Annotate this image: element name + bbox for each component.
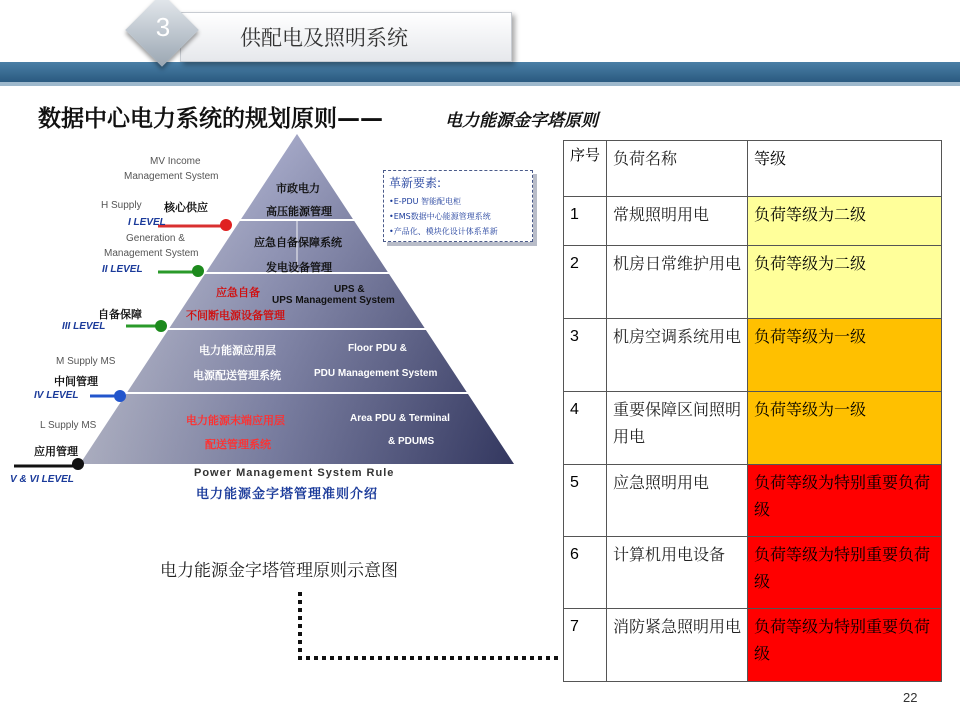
header-no: 序号 <box>564 141 607 197</box>
row-level: 负荷等级为特别重要负荷级 <box>748 537 942 609</box>
tier-1-top: 市政电力 <box>276 182 320 195</box>
core-supply-label: 核心供应 <box>164 201 208 214</box>
table-row <box>564 319 942 392</box>
table-row <box>564 465 942 537</box>
row-level: 负荷等级为二级 <box>748 246 942 319</box>
row-no: 2 <box>564 246 607 319</box>
row-level: 负荷等级为特别重要负荷级 <box>748 465 942 537</box>
tier-2-bottom: 发电设备管理 <box>266 261 332 274</box>
generation-label: Generation & <box>126 233 185 244</box>
tier-5-left-top: 电力能源末端应用层 <box>186 414 285 427</box>
row-name: 机房日常维护用电 <box>607 246 748 319</box>
dotted-connector <box>292 590 562 670</box>
tier-4-left-bottom: 电源配送管理系统 <box>193 369 281 382</box>
section-number: 3 <box>155 12 171 42</box>
level-1-marker <box>220 219 232 231</box>
tier-3-right-top: UPS & <box>334 284 365 295</box>
level-5-marker <box>72 458 84 470</box>
mv-management-label: Management System <box>124 171 219 182</box>
row-no: 3 <box>564 319 607 392</box>
table-row <box>564 537 942 609</box>
tier-3-left-top: 应急自备 <box>216 286 260 299</box>
row-name: 重要保障区间照明用电 <box>607 392 748 465</box>
tier-3-left-bottom: 不间断电源设备管理 <box>186 309 285 322</box>
level-1-label: I LEVEL <box>128 217 166 228</box>
header-band-accent <box>0 82 960 86</box>
tier-4-left-top: 电力能源应用层 <box>199 344 276 357</box>
legend-item: •E-PDU 智能配电柜 <box>389 197 462 206</box>
legend-item: •产品化、模块化设计体系革新 <box>389 227 498 236</box>
header-name: 负荷名称 <box>607 141 748 197</box>
level-3-marker <box>155 320 167 332</box>
level-2-label: II LEVEL <box>102 264 143 275</box>
row-name: 应急照明用电 <box>607 465 748 537</box>
level-4-label: IV LEVEL <box>34 390 79 401</box>
tier-5-right-bottom: & PDUMS <box>388 436 435 447</box>
level-3-label: III LEVEL <box>62 321 106 332</box>
row-level: 负荷等级为特别重要负荷级 <box>748 609 942 682</box>
row-no: 6 <box>564 537 607 609</box>
section-title: 供配电及照明系统 <box>240 26 408 50</box>
row-name: 常规照明用电 <box>607 197 748 246</box>
self-backup-label: 自备保障 <box>98 308 142 321</box>
pyramid-caption: 电力能源金字塔管理原则示意图 <box>160 561 398 581</box>
page-title: 数据中心电力系统的规划原则—— <box>38 106 383 132</box>
row-no: 4 <box>564 392 607 465</box>
mv-income-label: MV Income <box>150 156 201 167</box>
row-no: 1 <box>564 197 607 246</box>
legend-title: 革新要素: <box>389 176 442 190</box>
app-management-label: 应用管理 <box>34 445 78 458</box>
m-supply-label: M Supply MS <box>56 356 116 367</box>
row-name: 计算机用电设备 <box>607 537 748 609</box>
generation-management-label: Management System <box>104 248 199 259</box>
page-subtitle: 电力能源金字塔原则 <box>445 111 598 131</box>
table-row <box>564 392 942 465</box>
l-supply-label: L Supply MS <box>40 420 97 431</box>
tier-3-right-bottom: UPS Management System <box>272 295 395 306</box>
level-4-marker <box>114 390 126 402</box>
row-name: 机房空调系统用电 <box>607 319 748 392</box>
table-header-row <box>564 141 942 197</box>
row-no: 7 <box>564 609 607 682</box>
load-level-table <box>563 140 942 682</box>
table-row <box>564 197 942 246</box>
level-5-6-label: V & VI LEVEL <box>10 474 74 485</box>
tier-2-top: 应急自备保障系统 <box>254 236 342 249</box>
row-no: 5 <box>564 465 607 537</box>
rule-english: Power Management System Rule <box>194 467 395 479</box>
row-level: 负荷等级为一级 <box>748 392 942 465</box>
h-supply-label: H Supply <box>101 200 142 211</box>
header-level: 等级 <box>748 141 942 197</box>
tier-1-bottom: 高压能源管理 <box>266 205 332 218</box>
tier-5-right-top: Area PDU & Terminal <box>350 413 450 424</box>
header-band <box>0 62 960 82</box>
page-number: 22 <box>903 690 918 705</box>
row-level: 负荷等级为二级 <box>748 197 942 246</box>
level-2-marker <box>192 265 204 277</box>
tier-4-right-top: Floor PDU & <box>348 343 407 354</box>
mid-management-label: 中间管理 <box>54 375 98 388</box>
row-name: 消防紧急照明用电 <box>607 609 748 682</box>
table-row <box>564 609 942 682</box>
tier-4-right-bottom: PDU Management System <box>314 368 438 379</box>
table-row <box>564 246 942 319</box>
rule-chinese: 电力能源金字塔管理准则介绍 <box>196 487 379 502</box>
legend-item: •EMS数据中心能源管理系统 <box>389 212 491 221</box>
row-level: 负荷等级为一级 <box>748 319 942 392</box>
tier-5-left-bottom: 配送管理系统 <box>205 438 271 451</box>
